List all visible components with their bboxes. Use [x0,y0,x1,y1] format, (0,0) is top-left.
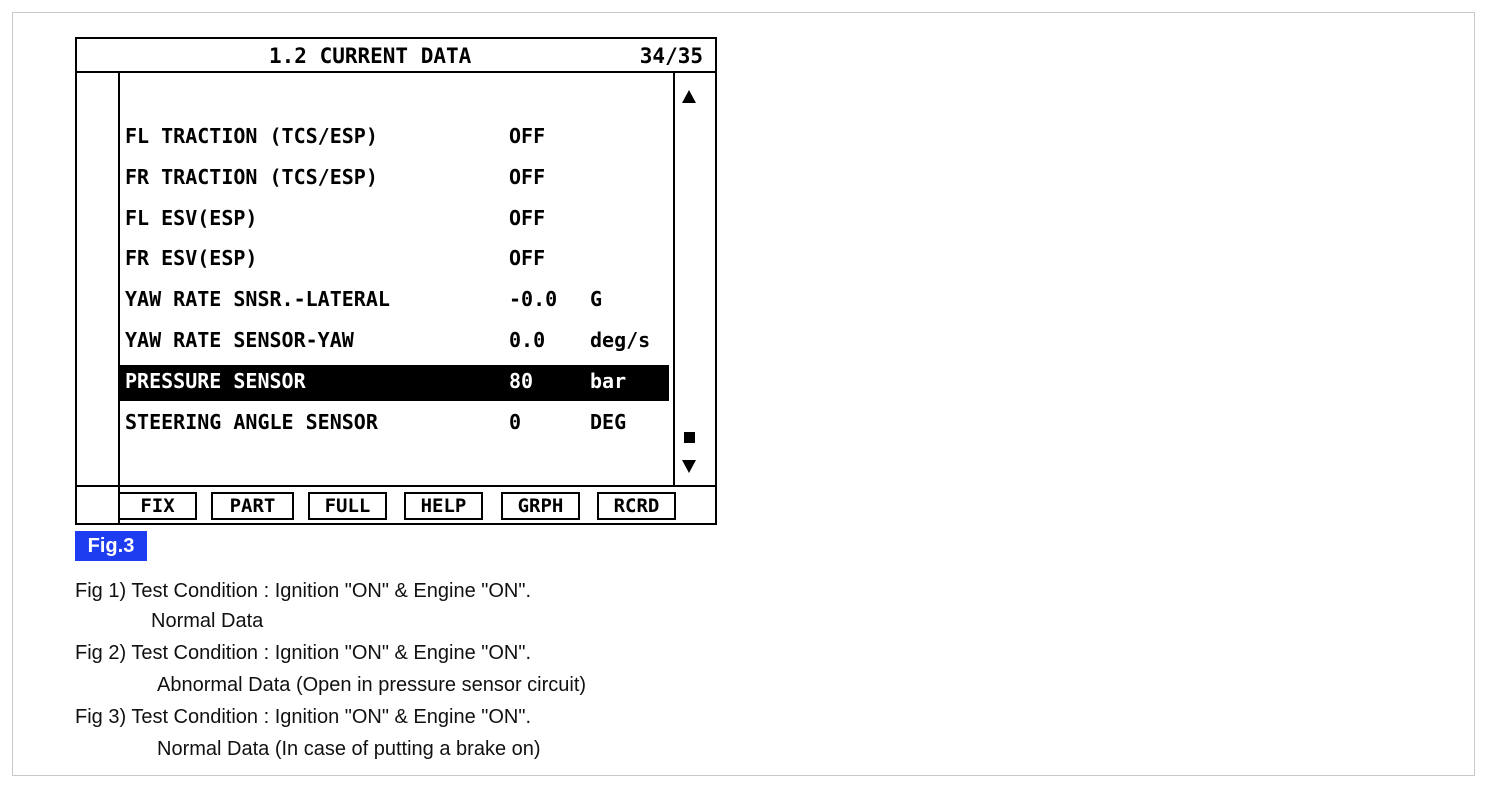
param-unit: DEG [590,409,627,434]
caption-line: Normal Data (In case of putting a brake on) [157,738,541,760]
list-item[interactable] [120,159,672,200]
fix-button[interactable]: FIX [118,492,197,520]
param-unit: deg/s [590,327,651,352]
square-icon[interactable] [684,432,695,443]
screen-title: 1.2 CURRENT DATA [269,44,472,68]
param-label: FL TRACTION (TCS/ESP) [125,124,378,148]
param-value: 80 [509,368,534,393]
screen-title-bar [77,39,715,73]
list-item[interactable] [120,281,672,322]
list-item[interactable] [120,404,672,445]
param-label: YAW RATE SENSOR-YAW [125,327,354,352]
param-label: STEERING ANGLE SENSOR [125,409,378,434]
figure-label: Fig.3 [75,531,147,561]
param-label: FR ESV(ESP) [125,246,258,271]
caption-line: Fig 1) Test Condition : Ignition "ON" & Engine "ON". [75,580,532,602]
list-item-selected[interactable] [120,363,672,404]
caption-line: Normal Data [151,610,264,632]
triangle-down-icon[interactable] [682,460,696,473]
part-button[interactable]: PART [211,492,294,520]
param-value: OFF [509,164,546,189]
caption-line: Fig 2) Test Condition : Ignition "ON" & Engine "ON". [75,642,532,664]
record-button[interactable]: RCRD [597,492,676,520]
param-value: -0.0 [509,287,558,312]
help-button[interactable]: HELP [404,492,483,520]
param-label: FR TRACTION (TCS/ESP) [125,164,378,189]
param-label: PRESSURE SENSOR [125,368,306,393]
list-item[interactable] [120,200,672,241]
full-button[interactable]: FULL [308,492,387,520]
param-label: YAW RATE SNSR.-LATERAL [125,287,390,312]
scrollbar-divider [673,73,675,485]
param-unit: G [590,287,603,312]
param-value: 0.0 [509,327,546,352]
graph-button[interactable]: GRPH [501,492,580,520]
scanner-screen [75,37,717,525]
page-indicator: 34/35 [639,44,703,68]
param-label: FL ESV(ESP) [125,205,258,230]
caption-line: Abnormal Data (Open in pressure sensor circuit) [157,674,587,696]
param-value: 0 [509,409,522,434]
param-unit: bar [590,368,627,393]
function-button-bar [77,485,715,523]
list-item[interactable] [120,322,672,363]
param-value: OFF [509,246,546,271]
data-list [120,118,672,444]
param-value: OFF [509,124,546,148]
list-item[interactable] [120,240,672,281]
list-item[interactable] [120,118,672,159]
caption-line: Fig 3) Test Condition : Ignition "ON" & Engine "ON". [75,706,532,728]
param-value: OFF [509,205,546,230]
triangle-up-icon[interactable] [682,90,696,103]
